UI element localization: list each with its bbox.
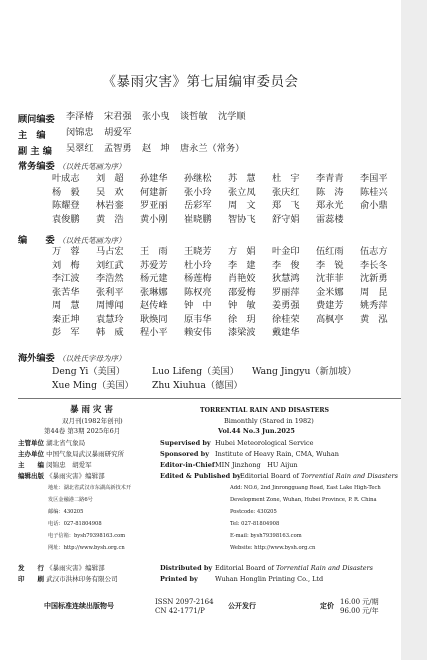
member-name: 耿焕同: [140, 313, 168, 325]
member-name: 张利平: [96, 286, 124, 298]
cn-sponsor-row: [18, 449, 124, 459]
member-name: 吴 欢: [96, 186, 124, 198]
member-name: 黄 浩: [96, 213, 124, 225]
member-name: 周 昆: [360, 286, 388, 298]
standing-members-label: 常务编委: [18, 161, 55, 172]
member-name: 郑永光: [316, 200, 344, 211]
member-name: 陈桂兴: [360, 186, 388, 198]
address-line: Website: http://www.bysh.org.cn: [230, 545, 316, 551]
cn-chief-value: 闵锦忠 胡爱军: [46, 461, 92, 469]
cn-supervisor-label: 主管单位: [18, 439, 44, 447]
member-name: 袁慧玲: [96, 313, 124, 325]
member-name: 陈 涛: [316, 186, 344, 198]
cn-sponsor-label: 主办单位: [18, 450, 44, 458]
person-name: 吴翠红: [66, 143, 94, 154]
member-name: 李国平: [360, 173, 388, 184]
cn-supervisor-row: [18, 438, 85, 448]
member-name: 高枫亭: [316, 313, 344, 325]
journal-en-frequency: Bimonthly (Stared in 1982): [224, 417, 314, 425]
cn-printing-value: 武汉市洪林印务有限公司: [46, 575, 118, 583]
member-name: 杜小玲: [184, 259, 212, 271]
member-name: 秦正坤: [52, 313, 80, 325]
member-name: 李 俊: [272, 259, 300, 271]
en-chief-label: Editor-in-Chief: [160, 461, 215, 469]
member-name: 张苦华: [52, 286, 80, 298]
overseas-member-name: Deng Yi（美国）: [52, 366, 126, 377]
address-line: 地址：湖北省武汉市东湖高新技术开: [48, 485, 132, 491]
address-line: 电话：027-81804908: [48, 521, 102, 527]
member-name: 张小玲: [184, 186, 212, 198]
member-name: 李青青: [316, 173, 344, 184]
address-line: Tel: 027-81804908: [230, 521, 280, 527]
en-distributed-prefix: Editorial Board of: [215, 564, 277, 572]
member-name: 沈新勇: [360, 273, 388, 284]
address-line: 网址：http://www.bysh.org.cn: [48, 545, 125, 551]
en-chief-row: [160, 460, 298, 470]
member-name: 周 慧: [52, 300, 80, 311]
address-line: 邮编：430205: [48, 509, 84, 515]
member-name: 狄慧鸿: [272, 273, 300, 284]
standing-members-heading: [18, 158, 125, 172]
member-name: 孙继松: [184, 173, 212, 184]
member-name: 刘 超: [96, 173, 124, 184]
member-name: 王 雨: [140, 246, 168, 257]
member-name: 苏爱芳: [140, 259, 168, 271]
cn-printing-label: 印 刷: [18, 575, 44, 583]
member-name: 岳彩军: [184, 200, 212, 211]
address-line: Add: NO.6, 2nd Jinrongguang Road, East Lake High-Tech: [230, 485, 381, 491]
member-name: 原韦华: [184, 313, 212, 325]
member-name: 何建新: [140, 186, 168, 198]
en-printed-value: Wuhan Honglin Printing Co., Ltd: [215, 575, 324, 583]
member-name: 林岩銮: [96, 200, 124, 211]
page-edge-shade: [401, 0, 427, 660]
standing-members-note: （以姓氏笔画为序）: [57, 162, 126, 171]
journal-cn-frequency: 双月刊(1982年创刊): [62, 417, 123, 425]
journal-en-name: TORRENTIAL RAIN AND DISASTERS: [200, 407, 330, 414]
member-name: 杨元建: [140, 273, 168, 284]
person-name: 沈学顺: [218, 111, 246, 122]
member-name: 张庆红: [272, 186, 300, 198]
person-name: 唐永兰（常务）: [180, 143, 245, 154]
member-name: 李 锐: [316, 259, 344, 271]
member-name: 周 文: [228, 200, 256, 211]
member-name: 方 娟: [228, 246, 256, 257]
footer-price-label: 定价: [320, 601, 334, 610]
overseas-member-name: Wang Jingyu（新加坡）: [252, 366, 357, 377]
cn-chief-label: 主 编: [18, 461, 44, 469]
member-name: 黄小刚: [140, 213, 168, 225]
en-distributed-label: Distributed by: [160, 564, 213, 572]
member-name: 雷蕊楼: [316, 213, 344, 225]
member-name: 叶成志: [52, 173, 80, 184]
member-name: 李浩然: [96, 273, 124, 284]
member-name: 黄 泓: [360, 313, 388, 325]
person-name: 宋君强: [104, 111, 132, 122]
en-sponsored-value: Institute of Heavy Rain, CMA, Wuhan: [215, 450, 339, 458]
en-printed-row: [160, 574, 324, 584]
member-name: 罗丽萍: [272, 286, 300, 298]
cn-sponsor-value: 中国气象局武汉暴雨研究所: [46, 450, 125, 458]
en-chief-value: MIN Jinzhong HU Aijun: [215, 461, 298, 469]
overseas-heading: [18, 350, 125, 364]
member-name: 姚秀萍: [360, 300, 388, 311]
member-name: 马占宏: [96, 246, 124, 257]
cn-editorial-label: 编辑出版: [18, 472, 44, 480]
members-heading: [18, 232, 125, 246]
editor-in-chief-label: 主 编: [18, 130, 46, 141]
en-edited-row: [160, 471, 398, 481]
cn-distribution-value: 《暴雨灾害》编辑部: [46, 564, 105, 572]
footer-serial-label: 中国标准连续出版物号: [44, 601, 114, 610]
member-name: 俞小鼎: [360, 200, 388, 211]
overseas-member-name: Zhu Xiuhua（德国）: [152, 380, 243, 391]
member-name: 陈权亮: [184, 286, 212, 298]
member-name: 李 建: [228, 259, 256, 271]
en-distributed-row: [160, 563, 373, 573]
address-line: 发区金融港二路6号: [48, 497, 93, 503]
member-name: 肖艳姣: [228, 273, 256, 284]
member-name: 戴建华: [272, 327, 300, 338]
cn-supervisor-value: 湖北省气象局: [46, 439, 86, 447]
member-name: 漆梁波: [228, 327, 256, 338]
footer-public: 公开发行: [228, 601, 256, 610]
member-name: 杨莲梅: [184, 273, 212, 284]
en-distributed-value: [215, 563, 373, 573]
member-name: 张立凤: [228, 186, 256, 198]
member-name: 万 蓉: [52, 246, 80, 257]
person-name: 张小曳: [142, 111, 170, 122]
en-printed-label: Printed by: [160, 575, 198, 583]
member-name: 张琳娜: [140, 286, 168, 298]
journal-cn-issue: 第44卷 第3期 2025年6月: [44, 427, 121, 435]
journal-cn-name: 暴 雨 灾 害: [70, 405, 113, 415]
en-edited-prefix: Editorial Board of: [240, 472, 302, 480]
member-name: 周博闻: [96, 300, 124, 311]
deputy-editors-label: 副 主 编: [18, 146, 52, 157]
overseas-note: （以姓氏字母为序）: [57, 354, 126, 363]
en-supervised-value: Hubei Meteorological Service: [215, 439, 314, 447]
member-name: 姜勇强: [272, 300, 300, 311]
en-supervised-label: Supervised by: [160, 439, 211, 447]
member-name: 程小平: [140, 327, 168, 338]
address-line: Development Zone, Wuhan, Hubei Province, P. R. China: [230, 497, 377, 503]
member-name: 徐 玥: [228, 313, 256, 325]
advisors-label: 顾问编委: [18, 114, 55, 125]
member-name: 苏 慧: [228, 173, 256, 184]
footer-issn: ISSN 2097-2164: [155, 598, 214, 606]
overseas-label: 海外编委: [18, 353, 55, 364]
overseas-member-name: Xue Ming（美国）: [52, 380, 134, 391]
member-name: 赵传峰: [140, 300, 168, 311]
en-edited-journal: Torrential Rain and Disasters: [301, 472, 398, 480]
en-sponsored-label: Sponsored by: [160, 450, 209, 458]
member-name: 刘红武: [96, 259, 124, 271]
en-supervised-row: [160, 438, 314, 448]
member-name: 郑 飞: [272, 200, 300, 211]
member-name: 舒守娟: [272, 213, 300, 225]
member-name: 费建芳: [316, 300, 344, 311]
members-label: 编 委: [18, 235, 55, 246]
member-name: 袁俊鹏: [52, 213, 80, 225]
cn-chief-row: [18, 460, 92, 470]
person-name: 谈哲敏: [180, 111, 208, 122]
member-name: 崔晓鹏: [184, 213, 212, 225]
members-note: （以姓氏笔画为序）: [57, 236, 126, 245]
member-name: 韩 威: [96, 327, 124, 338]
person-name: 胡爱军: [104, 127, 132, 138]
en-distributed-journal: Torrential Rain and Disasters: [276, 564, 373, 572]
person-name: 李泽椿: [66, 111, 94, 122]
member-name: 杨 毅: [52, 186, 80, 198]
footer-price-year: 96.00 元/年: [340, 607, 379, 615]
en-sponsored-row: [160, 449, 339, 459]
member-name: 李长冬: [360, 259, 388, 271]
footer-price-issue: 16.00 元/期: [340, 598, 379, 606]
member-name: 沈菲菲: [316, 273, 344, 284]
member-name: 伍志方: [360, 246, 388, 257]
en-edited-value: [240, 471, 398, 481]
person-name: 闵锦忠: [66, 127, 94, 138]
member-name: 罗亚丽: [140, 200, 168, 211]
page-title: 《暴雨灾害》第七届编审委员会: [102, 74, 299, 90]
member-name: 孙建华: [140, 173, 168, 184]
member-name: 金米娜: [316, 286, 344, 298]
person-name: 赵 坤: [142, 143, 170, 154]
address-line: Postcode: 430205: [230, 509, 277, 515]
member-name: 邵爱梅: [228, 286, 256, 298]
member-name: 钟 中: [184, 300, 212, 311]
cn-editorial-row: [18, 471, 105, 481]
member-name: 杜 宇: [272, 173, 300, 184]
member-name: 伍红雨: [316, 246, 344, 257]
cn-distribution-label: 发 行: [18, 564, 44, 572]
address-line: 电子信箱：bysh79398163.com: [48, 533, 126, 539]
member-name: 王晓芳: [184, 246, 212, 257]
address-line: E-mail: bysh79398163.com: [230, 533, 302, 539]
member-name: 陈耀登: [52, 200, 80, 211]
member-name: 徐桂荣: [272, 313, 300, 325]
overseas-member-name: Luo Lifeng（美国）: [152, 366, 239, 377]
journal-en-issue: Vol.44 No.3 Jun.2025: [218, 427, 295, 435]
person-name: 孟智勇: [104, 143, 132, 154]
member-name: 钟 敏: [228, 300, 256, 311]
divider-line: [18, 398, 401, 399]
member-name: 刘 梅: [52, 259, 80, 271]
footer-cn: CN 42-1771/P: [155, 607, 205, 615]
member-name: 赖安伟: [184, 327, 212, 338]
member-name: 智协飞: [228, 213, 256, 225]
en-edited-label: Edited & Published by: [160, 472, 241, 480]
cn-editorial-value: 《暴雨灾害》编辑部: [46, 472, 105, 480]
member-name: 李江波: [52, 273, 80, 284]
member-name: 叶金印: [272, 246, 300, 257]
cn-printing-row: [18, 574, 118, 584]
cn-distribution-row: [18, 563, 105, 573]
member-name: 彭 军: [52, 327, 80, 338]
